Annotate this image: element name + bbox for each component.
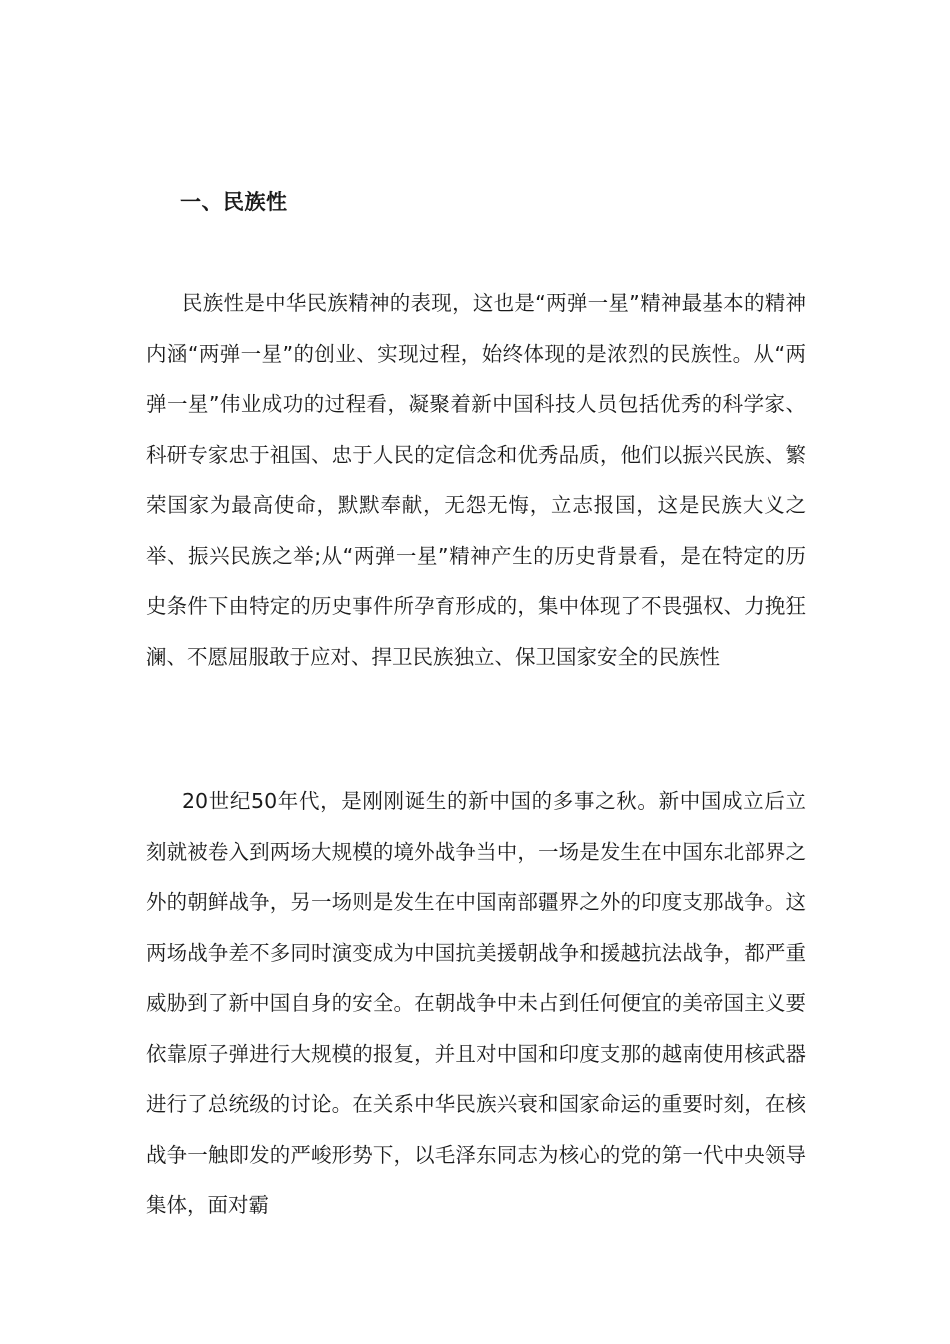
section-heading: 一、民族性 [180, 190, 288, 214]
paragraph-ethnicity: 民族性是中华民族精神的表现，这也是“两弹一星”精神最基本的精神内涵“两弹一星”的创业、实现过程，始终体现的是浓烈的民族性。从“两弹一星”伟业成功的过程看，凝聚着新中国科技人员包括优秀的科学家、科研专家忠于祖国、忠于人民的定信念和优秀品质，他们以振兴民族、繁荣国家为最高使命，默默奉献，无怨无悔，立志报国，这是民族大义之举、振兴民族之举;从“两弹一星”精神产生的历史背景看，是在特定的历史条件下由特定的历史事件所孕育形成的，集中体现了不畏强权、力挽狂澜、不愿屈服敢于应对、捍卫民族独立、保卫国家安全的民族性 [146, 291, 806, 669]
paragraph-history: 20世纪50年代，是刚刚诞生的新中国的多事之秋。新中国成立后立刻就被卷入到两场大规模的境外战争当中，一场是发生在中国东北部界之外的朝鲜战争，另一场则是发生在中国南部疆界之外的印度支那战争。这两场战争差不多同时演变成为中国抗美援朝战争和援越抗法战争，都严重威胁到了新中国自身的安全。在朝战争中未占到任何便宜的美帝国主义要依靠原子弹进行大规模的报复，并且对中国和印度支那的越南使用核武器进行了总统级的讨论。在关系中华民族兴衰和国家命运的重要时刻，在核战争一触即发的严峻形势下，以毛泽东同志为核心的党的第一代中央领导集体，面对霸 [146, 789, 806, 1217]
